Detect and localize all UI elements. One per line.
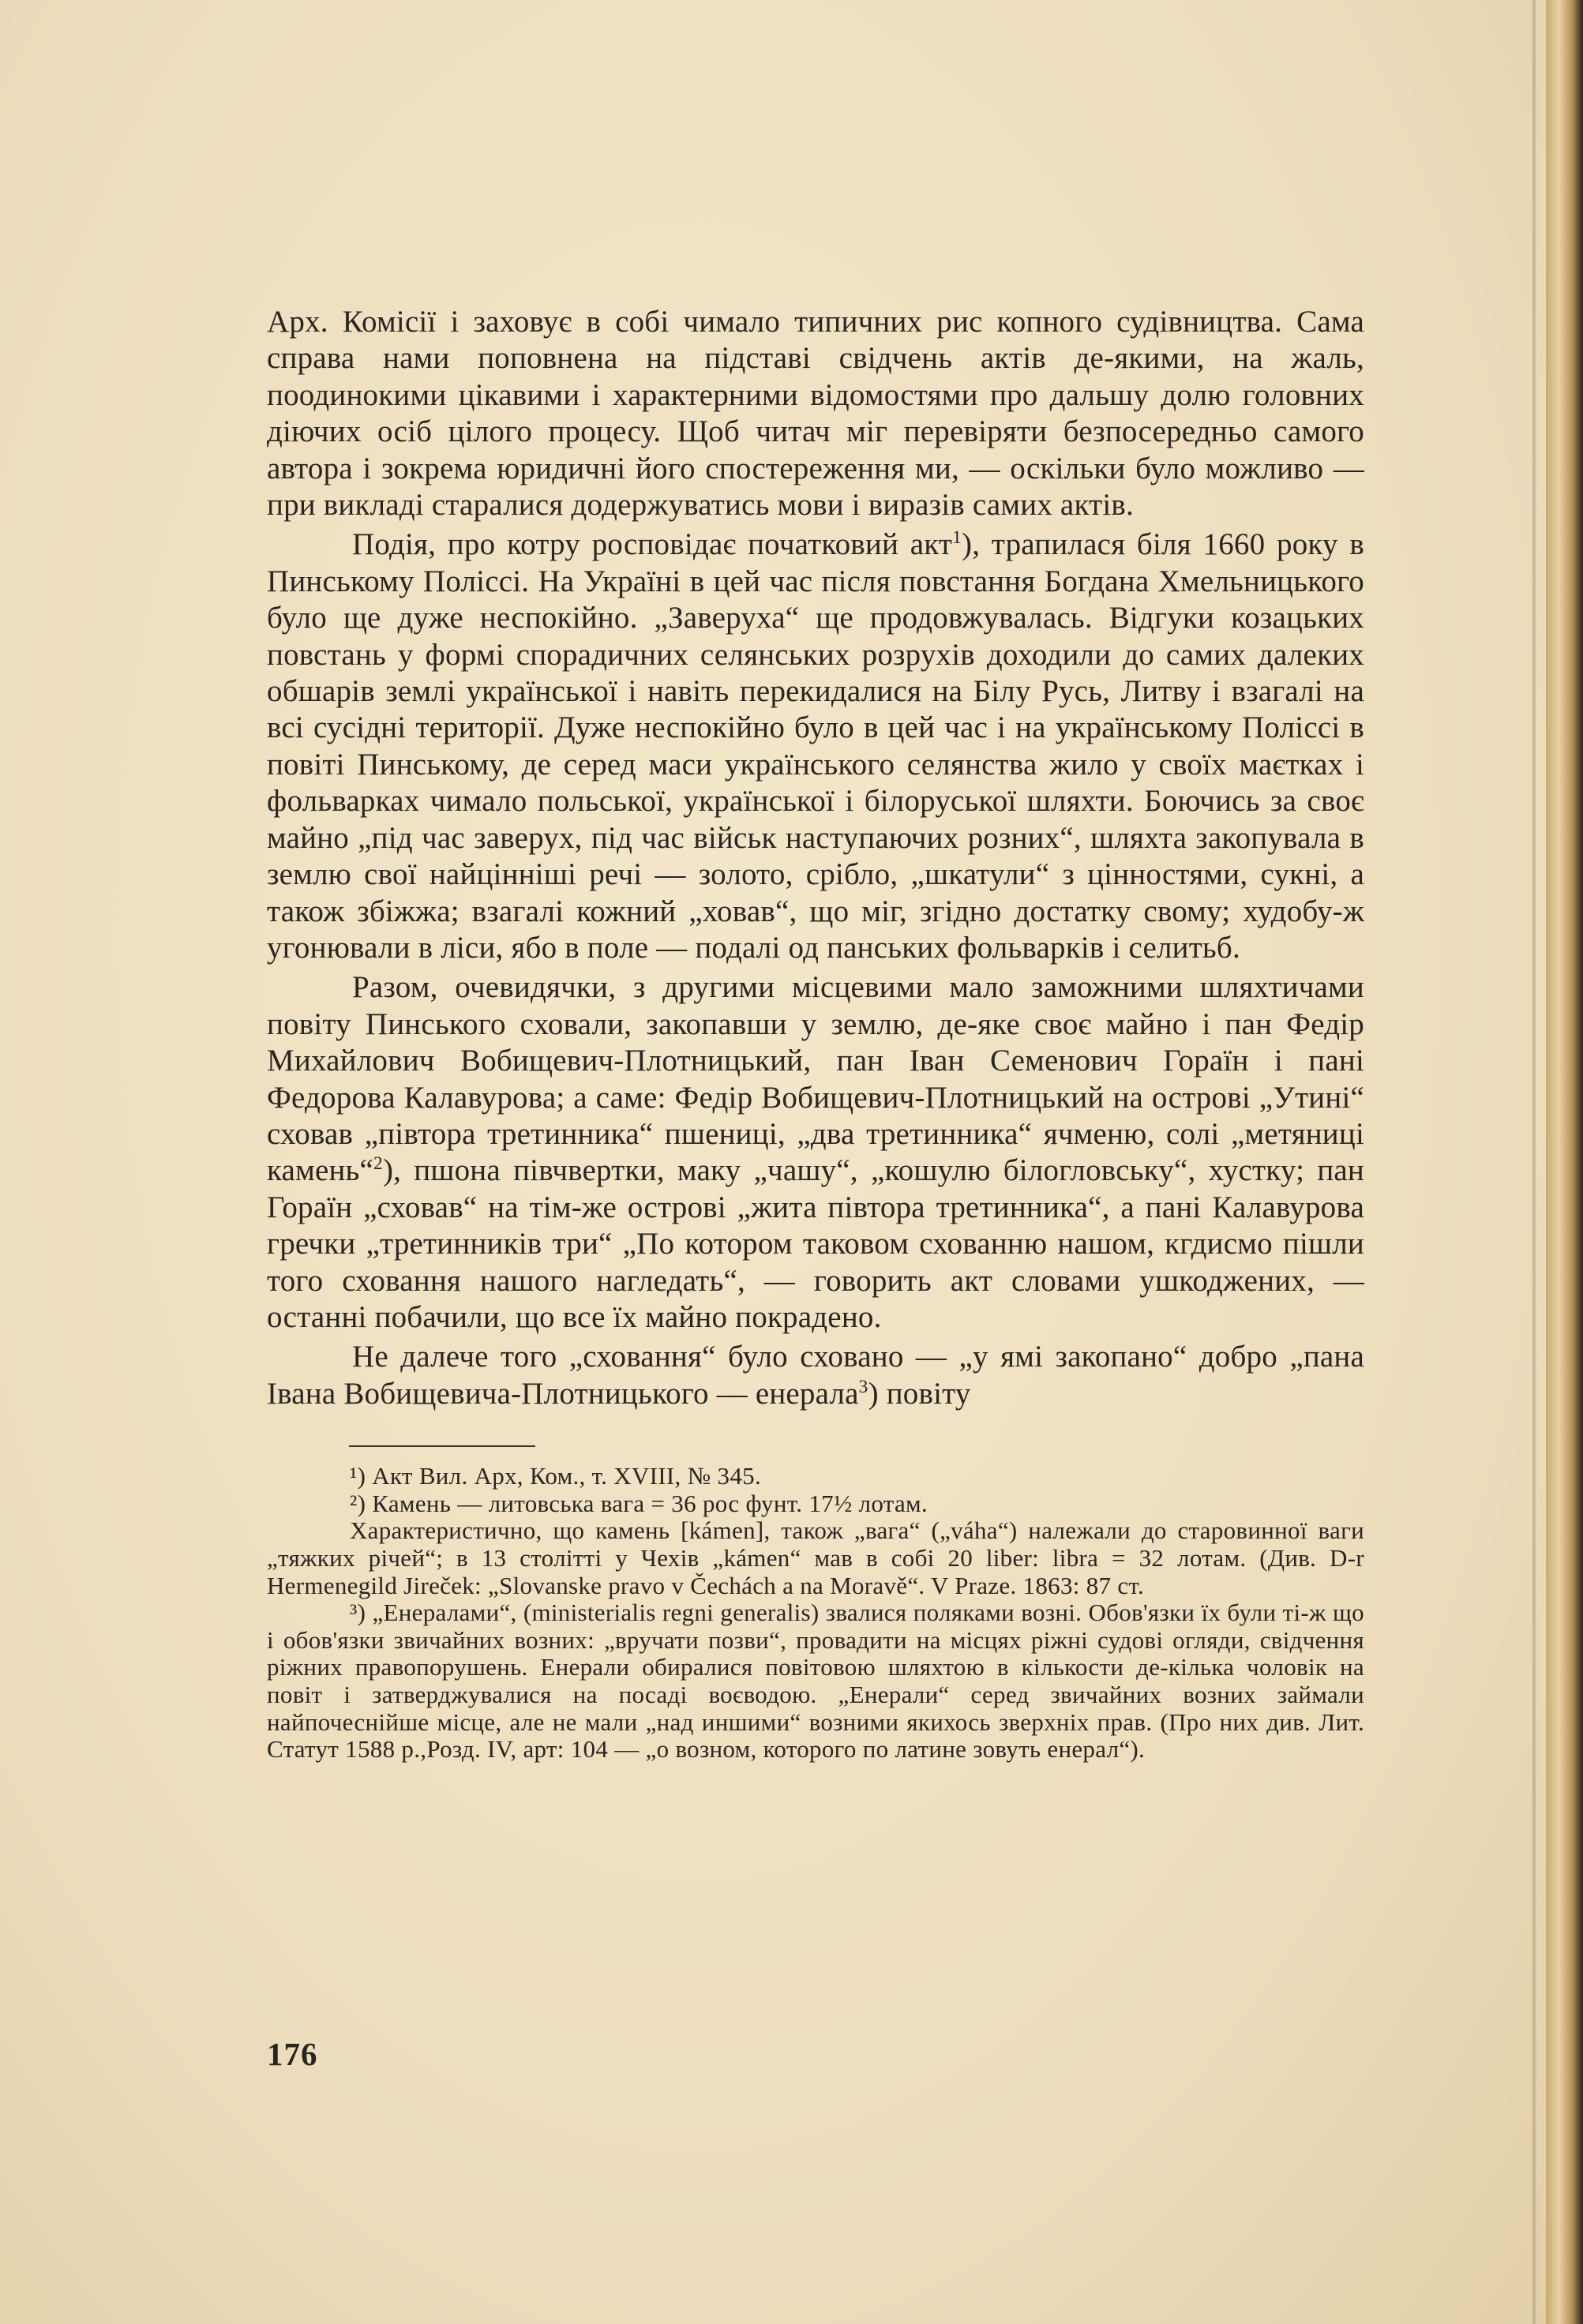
footnote-ref-2: 2 [373,1153,383,1175]
footnote-1-mark: ¹) [350,1462,366,1490]
paragraph-3 [267,969,1364,1336]
paragraph-2-text-a: Подія, про котру росповідає початковий акт [352,527,953,562]
book-spine [1546,0,1583,2324]
paragraph-4-text-a: Не далече того „сховання“ було сховано — „у ямі закопано“ добро „пана Івана Вобищевича-Плотницького — енерала [267,1340,1364,1411]
paragraph-1: Арх. Комісії і заховує в собі чимало типичних рис копного судівництва. Сама справа нами поповнена на підставі свідчень актів де-якими, на жаль, поодинокими цікавими і характерними відомостями про дальшу долю головних діючих осіб цілого процесу. Щоб читач міг перевіряти безпосередньо самого автора і зокрема юридичні його спостереження ми, — оскільки було можливо — при викладі старалися додержуватись мови і виразів самих актів. [267,305,1364,523]
footnote-1 [267,1463,1364,1490]
footnote-ref-3: 3 [858,1376,868,1397]
footnote-2-mark: ²) [350,1489,366,1517]
paragraph-4 [267,1339,1364,1412]
footnote-2 [267,1490,1364,1518]
footnote-1-text: Акт Вил. Арх, Ком., т. XVIII, № 345. [372,1462,761,1490]
footnote-rule [349,1445,535,1447]
footnote-2-text: Камень — литовська вага = 36 рос фунт. 17½ лотам. [372,1489,928,1517]
paragraph-4-text-b: ) повіту [868,1376,971,1411]
paragraph-3-text-b: ), пшона півчвертки, маку „чашу“, „кошулю білогловську“, хустку; пан Гораїн „сховав“ на тім-же острові „жита півтора третинника“, а пані Калавурова гречки „третинників три“ „По котором таковом схованню нашом, кгдисмо пішли того сховання нашого нагледать“, — говорить акт словами ушкоджених, — останні побачили, що все їх майно покрадено. [267,1153,1364,1334]
page-number: 176 [267,2036,318,2072]
footnote-3-text: „Енералами“, (ministerialis regni generalis) звалися поляками возні. Обов'язки їх були ті-ж що і обов'язки звичайних возних: „вручати позви“, провадити на місцях ріжні судові огляди, свідчення ріжних правопорушень. Енерали обиралися повітовою шляхтою в кількости де-кілька чоловік на повіт і затверджувалися на посаді воєводою. „Енерали“ серед звичайних возних займали найпочеснійше місце, але не мали „над иншими“ возними якихось зверхніх прав. (Про них див. Лит. Статут 1588 р.,Розд. IV, арт: 104 — „о возном, которого по латине зовуть енерал“). [267,1599,1364,1764]
page-content [267,304,1364,1764]
paragraph-2-text-b: ), трапилася біля 1660 року в Пинському Поліссі. На Україні в цей час після повстання Богдана Хмельницького було ще дуже неспокійно. „Заверуха“ ще продовжувалась. Відгуки козацьких повстань у формі спорадичних селянських розрухів доходили до самих далеких обшарів землі української і навіть перекидалися на Білу Русь, Литву і взагалі на всі сусідні території. Дуже неспокійно було в цей час і на українському Поліссі в повіті Пинському, де серед маси українського селянства жило у своїх маєтках і фольварках чимало польської, української і білоруської шляхти. Боючись за своє майно „під час заверух, під час військ наступаючих розних“, шляхта закопувала в землю свої найцінніші речі — золото, срібло, „шкатули“ з цінностями, сукні, а також збіжжа; взагалі кожний „ховав“, що міг, згідно достатку свому; худобу-ж угонювали в ліси, ябо в поле — подалі од панських фольварків і селитьб. [267,527,1364,965]
footnote-3 [267,1599,1364,1764]
page-fold-shadow [1532,0,1536,2324]
footnote-2-continuation: Характеристично, що камень [kámen], також „вага“ („váha“) належали до старовинної ваги „тяжких річей“; в 13 столітті у Чехів „kámen“ мав в собі 20 liber: libra = 32 лотам. (Див. D-r Hermenegild Jireček: „Slovanske pravo v Čechách a na Moravě“. V Praze. 1863: 87 ст. [267,1516,1364,1599]
paragraph-2 [267,527,1364,966]
footnote-3-mark: ³) [350,1599,366,1627]
main-text [267,304,1364,1412]
footnotes [267,1463,1364,1764]
footnote-ref-1: 1 [952,527,962,549]
paragraph-3-text-a: Разом, очевидячки, з другими місцевими мало заможними шляхтичами повіту Пинського сховали, закопавши у землю, де-яке своє майно і пан Федір Михайлович Вобищевич-Плотницький, пан Іван Семенович Гораїн і пані Федорова Калавурова; а саме: Федір Вобищевич-Плотницький на острові „Утині“ сховав „півтора третинника“ пшениці, „два третинника“ ячменю, солі „метяниці камень“ [267,970,1364,1188]
